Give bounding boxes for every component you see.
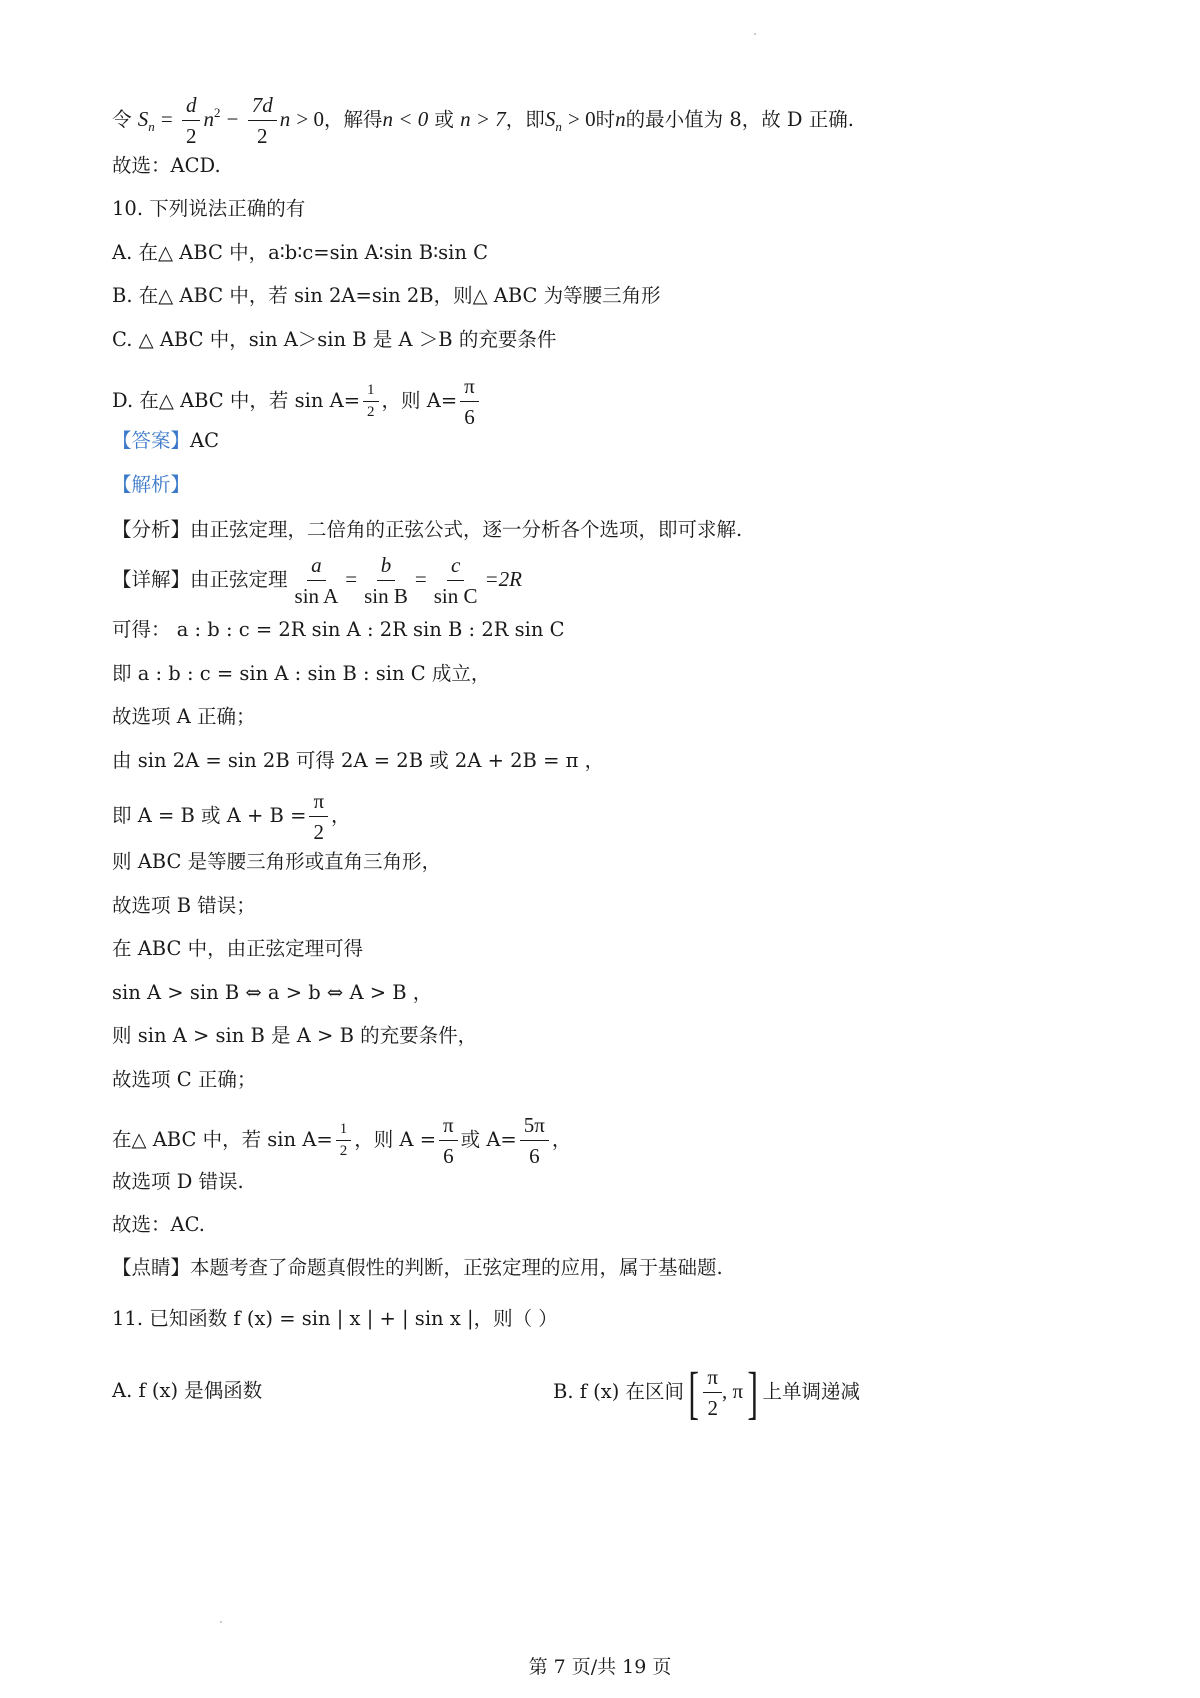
q10-option-d — [112, 373, 482, 430]
math-superscript: 2 — [213, 105, 221, 120]
math-op: > 0 — [568, 107, 596, 131]
fraction-denominator: 6 — [529, 1144, 540, 1168]
right-bracket: ] — [747, 1359, 759, 1425]
fraction-numerator: a — [307, 552, 326, 581]
analysis-tag: 【解析】 — [112, 473, 191, 496]
fraction-denominator: 6 — [443, 1144, 454, 1168]
text: 的最小值为 8，故 D 正确. — [625, 108, 854, 131]
fraction-denominator: sin A — [294, 584, 339, 608]
fraction-numerator: b — [377, 552, 396, 581]
text: ， — [551, 1128, 572, 1151]
fraction-denominator: 2 — [185, 124, 197, 148]
detail-line: 即 a : b : c = sin A : sin B : sin C 成立， — [112, 662, 491, 685]
answer-value: AC — [190, 429, 220, 452]
text: ， — [331, 804, 351, 827]
math-op: − — [226, 107, 239, 131]
text: B. f (x) 在区间 — [553, 1380, 685, 1403]
detail-line: 故选：AC. — [112, 1213, 206, 1236]
fraction — [703, 1364, 722, 1421]
detail-line: 则 sin A > sin B 是 A > B 的充要条件， — [112, 1024, 478, 1047]
text: D. 在△ ABC 中，若 sin A= — [112, 389, 361, 412]
math-expr: , π — [722, 1379, 744, 1403]
math-expr: =2R — [484, 567, 522, 591]
text: 在△ ABC 中，若 sin A= — [112, 1128, 333, 1151]
text: 令 — [112, 108, 132, 131]
math-op: = — [414, 567, 427, 591]
text: 时 — [595, 108, 616, 131]
fraction — [336, 1121, 352, 1160]
fraction-numerator: π — [439, 1112, 458, 1141]
math-op: = — [345, 567, 358, 591]
scan-speck — [220, 1621, 222, 1623]
fraction — [360, 552, 412, 609]
detail-line — [112, 788, 351, 845]
q10-option-c: C. △ ABC 中，sin A＞sin B 是 A ＞B 的充要条件 — [112, 328, 557, 351]
scan-speck — [754, 33, 756, 35]
text: 【详解】由正弦定理 — [112, 568, 288, 591]
fraction-denominator: 2 — [707, 1396, 718, 1420]
detail-line: 故选项 D 错误. — [112, 1170, 244, 1193]
fraction — [309, 788, 328, 845]
fraction-denominator: sin B — [364, 584, 408, 608]
fraction-denominator: 2 — [313, 820, 324, 844]
text: 或 — [434, 108, 454, 131]
fraction — [430, 552, 482, 609]
detail-line: 可得： a : b : c = 2R sin A : 2R sin B : 2R sin C — [112, 618, 565, 641]
detail-line: 故选项 C 正确； — [112, 1068, 257, 1091]
fraction-numerator: c — [447, 552, 464, 581]
math-var: S — [544, 107, 556, 131]
detail-line — [112, 1112, 571, 1169]
q10-option-b: B. 在△ ABC 中，若 sin 2A=sin 2B，则△ ABC 为等腰三角形 — [112, 284, 661, 307]
fraction-numerator: π — [460, 373, 479, 402]
math-op: > 0 — [296, 107, 325, 131]
math-subscript: n — [148, 119, 155, 134]
q11-stem: 11. 已知函数 f (x) = sin | x | + | sin x |，则（ ） — [112, 1307, 558, 1330]
detail-line: sin A > sin B ⇔ a > b ⇔ A > B ， — [112, 981, 433, 1004]
math-expr: n < 0 — [382, 107, 429, 131]
detail-line: 由 sin 2A = sin 2B 可得 2A = 2B 或 2A + 2B = π ， — [112, 749, 605, 772]
fraction-numerator: 7d — [248, 92, 277, 121]
detail-line: 故选项 A 正确； — [112, 705, 256, 728]
math-expr: n > 7 — [460, 107, 506, 131]
q10-stem: 10. 下列说法正确的有 — [112, 197, 306, 220]
fraction-numerator: 5π — [520, 1112, 549, 1141]
text: ，即 — [505, 108, 545, 131]
fraction-denominator: sin C — [433, 584, 478, 608]
fraction — [291, 552, 343, 609]
math-var: n — [279, 107, 291, 131]
detail-line: 则 ABC 是等腰三角形或直角三角形， — [112, 850, 442, 873]
text: ，则 A= — [381, 389, 458, 412]
math-var: n — [203, 107, 214, 131]
math-subscript: n — [555, 119, 562, 134]
math-var: n — [615, 107, 626, 131]
fraction-denominator: 6 — [464, 405, 475, 429]
analysis-fenxi: 【分析】由正弦定理，二倍角的正弦公式，逐一分析各个选项，即可求解. — [112, 518, 743, 541]
text: ，解得 — [324, 108, 383, 131]
q11-option-b — [553, 1360, 860, 1423]
fraction-denominator: 2 — [367, 404, 375, 420]
answer-tag: 【答案】 — [112, 429, 191, 452]
fraction — [520, 1112, 549, 1169]
fraction-denominator: 2 — [256, 124, 268, 148]
fraction-numerator: π — [309, 788, 328, 817]
page-footer: 第 7 页/共 19 页 — [528, 1656, 672, 1678]
fraction-numerator: d — [182, 92, 201, 121]
fraction — [248, 92, 277, 149]
detail-line: 故选项 B 错误； — [112, 894, 256, 917]
text: ，则 A = — [354, 1128, 437, 1151]
q10-option-a: A. 在△ ABC 中，a∶b∶c=sin A∶sin B∶sin C — [112, 241, 489, 264]
text: 即 A = B 或 A + B = — [112, 804, 307, 827]
detail-line — [112, 552, 522, 609]
text: 上单调递减 — [762, 1380, 860, 1403]
math-op: = — [160, 107, 173, 131]
q9-answer: 故选：ACD. — [112, 154, 221, 177]
text: 或 A= — [460, 1128, 517, 1151]
fraction-numerator: 1 — [336, 1121, 352, 1141]
fraction-denominator: 2 — [339, 1143, 348, 1159]
answer-line — [112, 427, 219, 455]
q11-option-a: A. f (x) 是偶函数 — [112, 1379, 263, 1402]
math-var: S — [137, 107, 149, 131]
fraction — [460, 373, 479, 430]
dianjing-note: 【点睛】本题考查了命题真假性的判断，正弦定理的应用，属于基础题. — [112, 1256, 723, 1279]
fraction-numerator: 1 — [363, 382, 379, 402]
left-bracket: [ — [688, 1359, 700, 1425]
fraction — [182, 92, 201, 149]
fraction — [439, 1112, 458, 1169]
fraction — [363, 382, 379, 421]
fraction-numerator: π — [703, 1364, 722, 1393]
q9-conclusion-line — [112, 92, 854, 149]
detail-line: 在 ABC 中，由正弦定理可得 — [112, 937, 364, 960]
